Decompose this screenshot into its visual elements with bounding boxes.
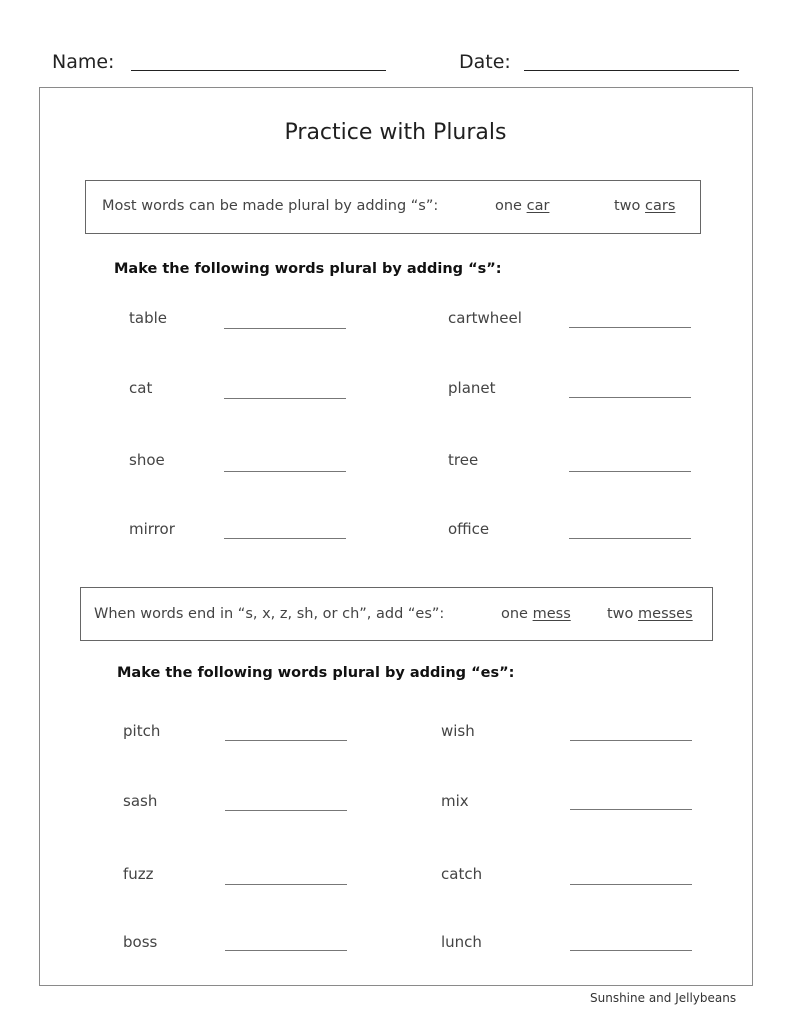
answer-blank-tree[interactable] — [569, 471, 691, 472]
rule-box-s — [85, 180, 701, 234]
word-boss: boss — [123, 933, 158, 951]
answer-blank-mirror[interactable] — [224, 538, 346, 539]
word-mix: mix — [441, 792, 469, 810]
instruction-es: Make the following words plural by adding “es”: — [117, 665, 515, 681]
rule-text: When words end in “s, x, z, sh, or ch”, add “es”: — [94, 606, 445, 622]
example-one: one mess — [501, 606, 571, 622]
word-planet: planet — [448, 379, 496, 397]
rule-box-es — [80, 587, 713, 641]
word-shoe: shoe — [129, 451, 165, 469]
rule-text: Most words can be made plural by adding “s”: — [102, 198, 439, 214]
date-field[interactable] — [524, 70, 739, 71]
word-table: table — [129, 309, 167, 327]
answer-blank-cartwheel[interactable] — [569, 327, 691, 328]
example-two: two messes — [607, 606, 693, 622]
name-label: Name: — [52, 51, 115, 73]
instruction-s: Make the following words plural by adding “s”: — [114, 261, 502, 277]
answer-blank-boss[interactable] — [225, 950, 347, 951]
answer-blank-planet[interactable] — [569, 397, 691, 398]
answer-blank-shoe[interactable] — [224, 471, 346, 472]
word-catch: catch — [441, 865, 483, 883]
worksheet-title: Practice with Plurals — [284, 120, 507, 145]
answer-blank-catch[interactable] — [570, 884, 692, 885]
word-pitch: pitch — [123, 722, 161, 740]
word-fuzz: fuzz — [123, 865, 154, 883]
date-label: Date: — [459, 51, 511, 73]
word-cartwheel: cartwheel — [448, 309, 522, 327]
word-lunch: lunch — [441, 933, 482, 951]
answer-blank-cat[interactable] — [224, 398, 346, 399]
answer-blank-pitch[interactable] — [225, 740, 347, 741]
word-mirror: mirror — [129, 520, 175, 538]
answer-blank-wish[interactable] — [570, 740, 692, 741]
name-field[interactable] — [131, 70, 386, 71]
example-two: two cars — [614, 198, 676, 214]
word-office: office — [448, 520, 490, 538]
answer-blank-mix[interactable] — [570, 809, 692, 810]
answer-blank-office[interactable] — [569, 538, 691, 539]
word-sash: sash — [123, 792, 158, 810]
word-wish: wish — [441, 722, 475, 740]
answer-blank-fuzz[interactable] — [225, 884, 347, 885]
word-tree: tree — [448, 451, 479, 469]
example-one: one car — [495, 198, 550, 214]
answer-blank-lunch[interactable] — [570, 950, 692, 951]
answer-blank-table[interactable] — [224, 328, 346, 329]
word-cat: cat — [129, 379, 153, 397]
answer-blank-sash[interactable] — [225, 810, 347, 811]
footer-credit: Sunshine and Jellybeans — [590, 991, 737, 1005]
